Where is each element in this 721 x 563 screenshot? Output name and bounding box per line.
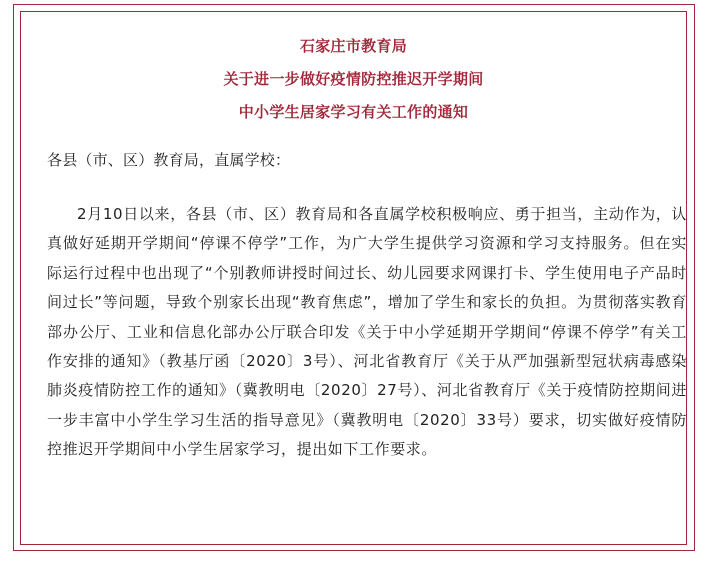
notice-title-line-2: 中小学生居家学习有关工作的通知 (238, 103, 469, 121)
notice-title-line-1: 关于进一步做好疫情防控推迟开学期间 (223, 70, 484, 88)
salutation: 各县（市、区）教育局，直属学校： (47, 151, 291, 169)
body-paragraph: 2月10日以来，各县（市、区）教育局和各直属学校积极响应、勇于担当，主动作为，认真做好延期开学期间“停课不停学”工作，为广大学生提供学习资源和学习支持服务。但在实际运行过程中也出现了“个别教师讲授时间过长、幼儿园要求网课打卡、学生使用电子产品时间过长”等问题，导致个别家长出现“教育焦虑”，增加了学生和家长的负担。为贯彻落实教育部办公厅、工业和信息化部办公厅联合印发《关于中小学延期开学期间“停课不停学”有关工作安排的通知》（教基厅函〔2020〕3号）、河北省教育厅《关于从严加强新型冠状病毒感染肺炎疫情防控工作的通知》（冀教明电〔2020〕27号）、河北省教育厅《关于疫情防控期间进一步丰富中小学生学习生活的指导意见》（冀教明电〔2020〕33号）要求，切实做好疫情防控推迟开学期间中小学生居家学习，提出如下工作要求。 (47, 205, 687, 459)
issuer-title: 石家庄市教育局 (299, 37, 408, 55)
notice-title-block (20, 30, 687, 129)
